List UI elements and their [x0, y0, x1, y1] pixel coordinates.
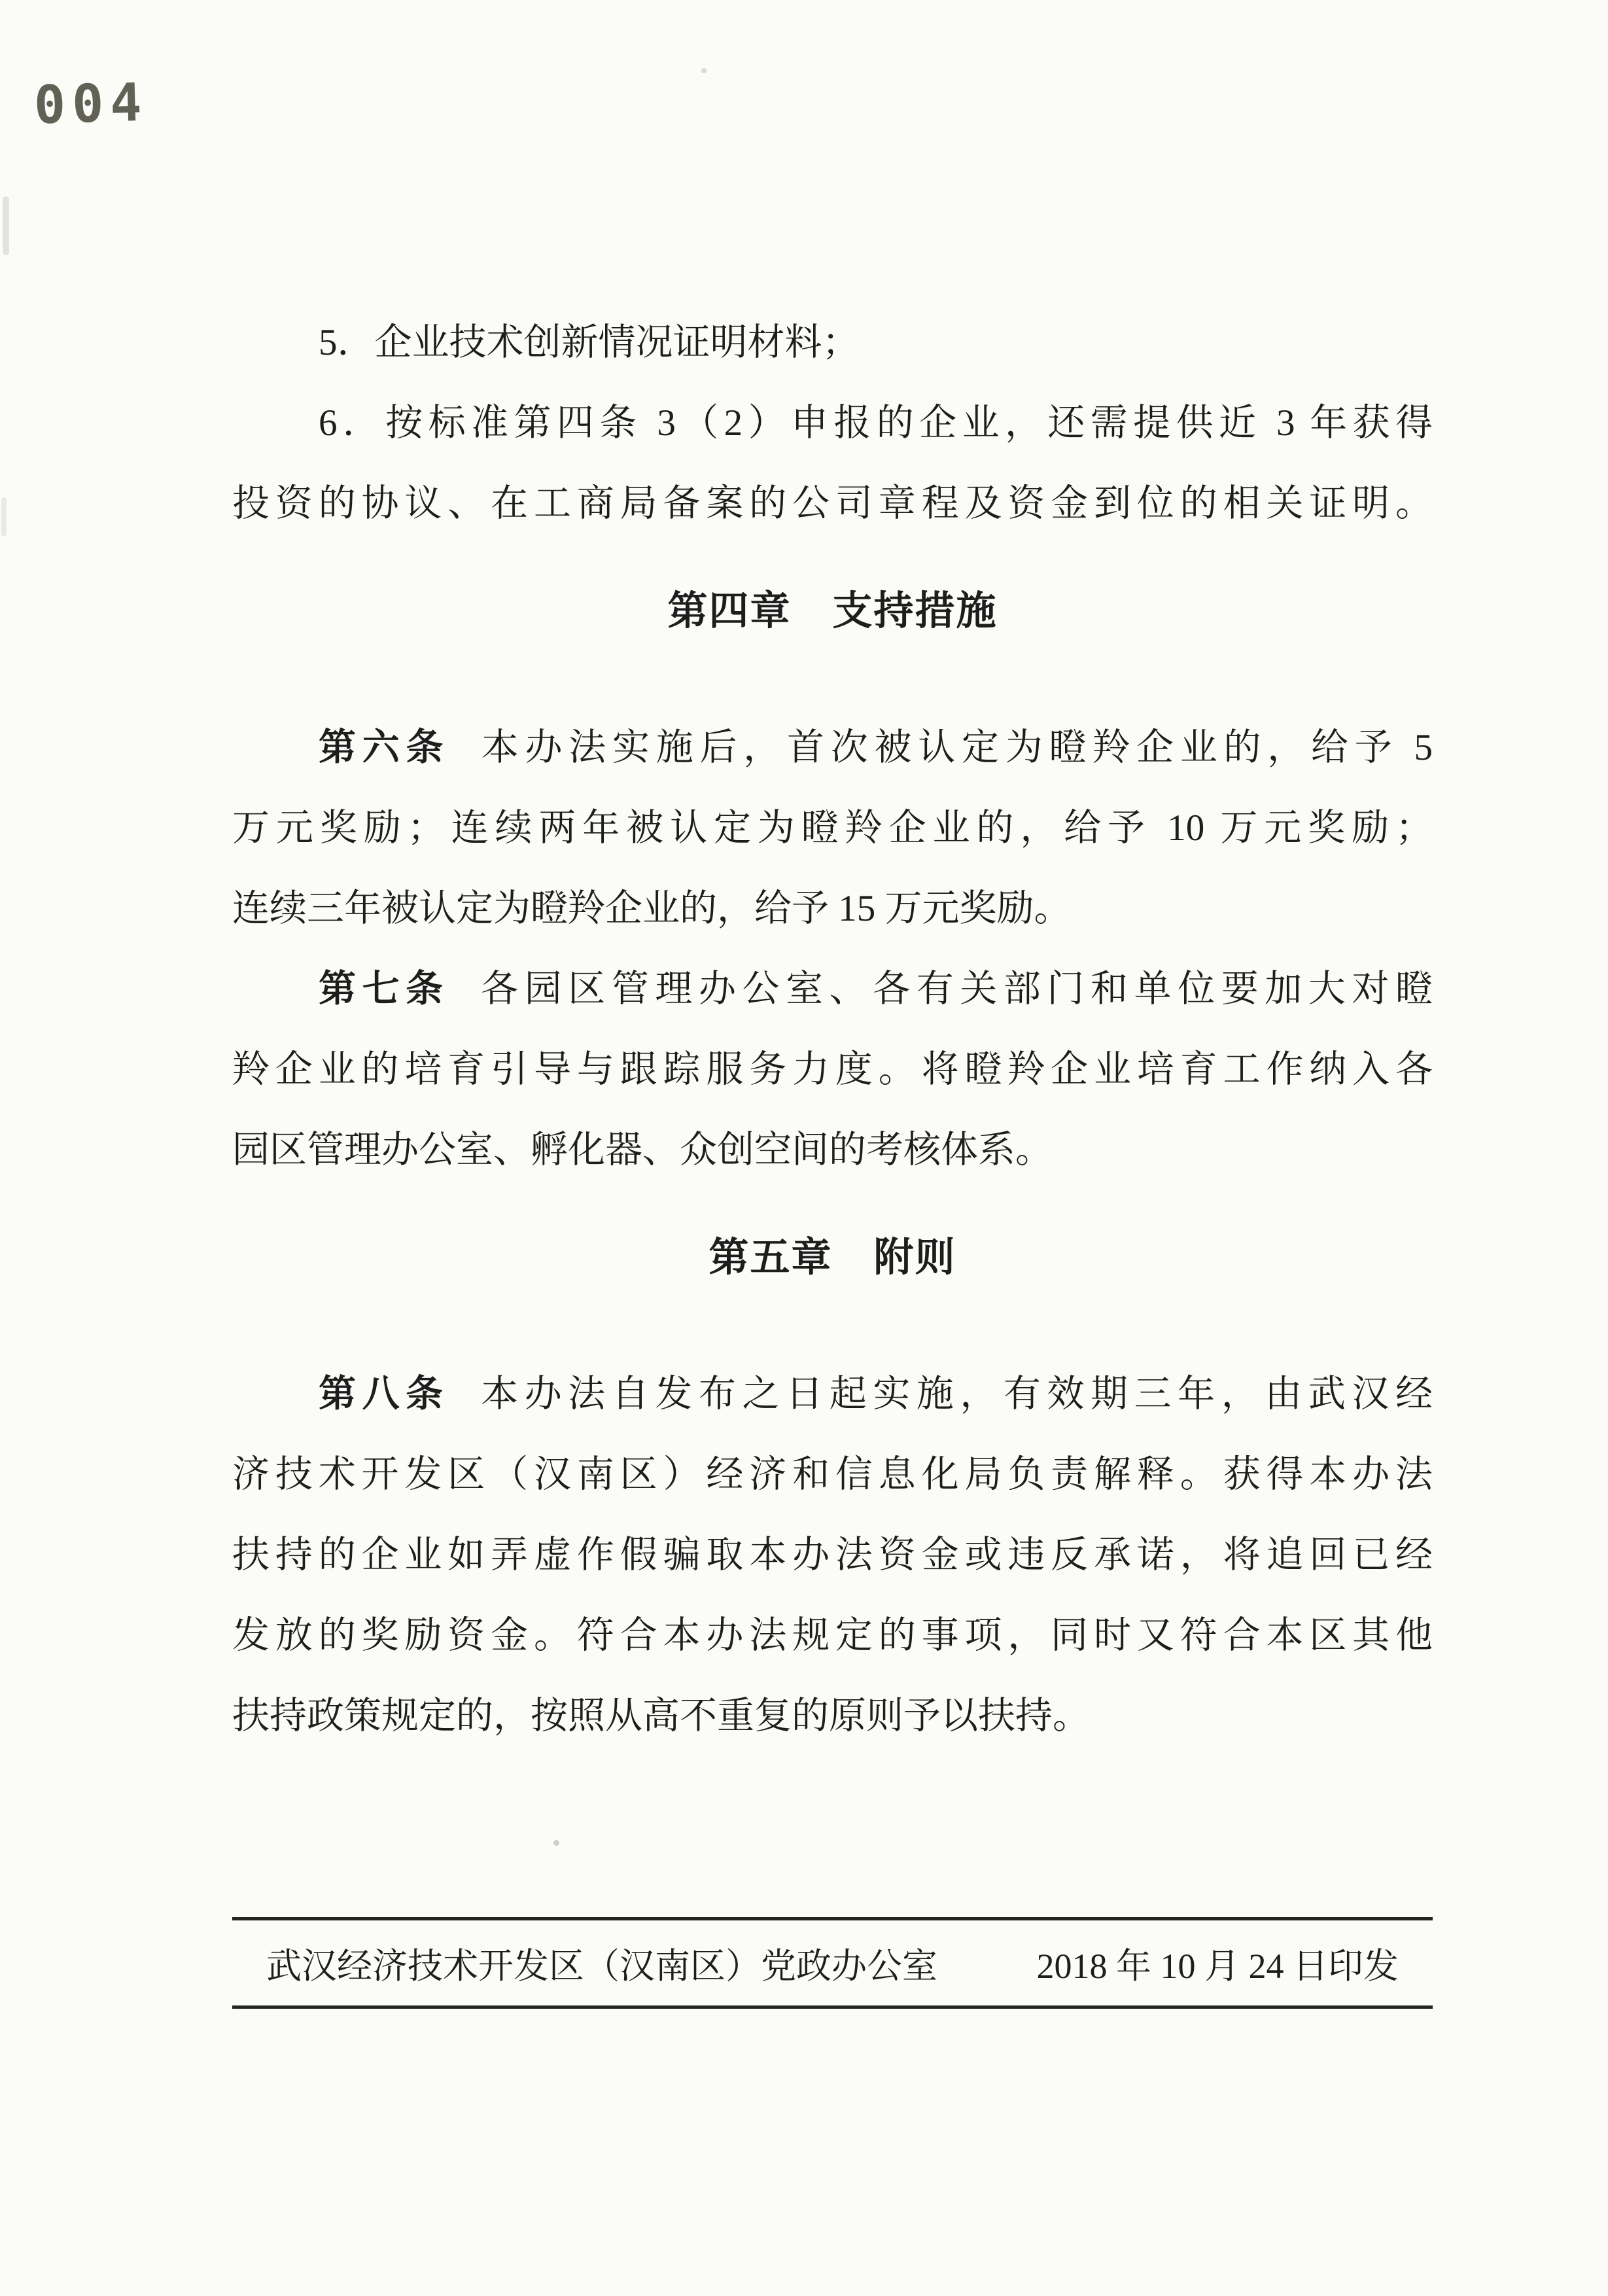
article-6-line-1-text: 本办法实施后，首次被认定为瞪羚企业的，给予 5 — [481, 727, 1433, 768]
article-8-line-3: 扶持的企业如弄虚作假骗取本办法资金或违反承诺，将追回已经 — [232, 1534, 1433, 1576]
article-7-line-3: 园区管理办公室、孵化器、众创空间的考核体系。 — [232, 1129, 1053, 1171]
article-6-line-1 — [232, 707, 1433, 788]
list-item-6-line-1: 6．按标准第四条 3（2）申报的企业，还需提供近 3 年获得 — [319, 402, 1433, 444]
chapter-5-heading: 第五章 附则 — [708, 1235, 956, 1279]
footer-issuer: 武汉经济技术开发区（汉南区）党政办公室 — [266, 1946, 937, 1986]
scan-artifact — [701, 68, 707, 73]
article-6-line-3: 连续三年被认定为瞪羚企业的，给予 15 万元奖励。 — [232, 888, 1072, 929]
article-6-number: 第六条 — [319, 726, 450, 768]
chapter-4-heading: 第四章 支持措施 — [667, 588, 998, 633]
footer-print-date: 2018 年 10 月 24 日印发 — [1036, 1946, 1399, 1986]
article-8-line-1 — [232, 1354, 1433, 1434]
article-8-number: 第八条 — [319, 1373, 449, 1415]
scan-artifact — [1, 497, 7, 537]
article-7-number: 第七条 — [319, 968, 449, 1010]
list-item-5: 5．企业技术创新情况证明材料； — [319, 322, 860, 363]
scan-artifact — [3, 196, 9, 255]
article-6-line-2: 万元奖励；连续两年被认定为瞪羚企业的，给予 10 万元奖励； — [232, 807, 1433, 849]
article-8-line-1-text: 本办法自发布之日起实施，有效期三年，由武汉经 — [481, 1373, 1433, 1415]
article-7-line-2: 羚企业的培育引导与跟踪服务力度。将瞪羚企业培育工作纳入各 — [232, 1049, 1433, 1090]
article-8-line-4: 发放的奖励资金。符合本办法规定的事项，同时又符合本区其他 — [232, 1615, 1433, 1656]
document-body — [232, 302, 1433, 1756]
scan-artifact — [553, 1840, 559, 1846]
article-8-line-2: 济技术开发区（汉南区）经济和信息化局负责解释。获得本办法 — [232, 1454, 1433, 1495]
page-number-stamp: 004 — [33, 71, 149, 136]
list-item-6-line-2: 投资的协议、在工商局备案的公司章程及资金到位的相关证明。 — [232, 483, 1433, 524]
article-7-line-1-text: 各园区管理办公室、各有关部门和单位要加大对瞪 — [481, 968, 1433, 1010]
article-8-line-5: 扶持政策规定的，按照从高不重复的原则予以扶持。 — [232, 1695, 1090, 1737]
footer-colophon — [232, 1917, 1433, 2009]
article-7-line-1 — [232, 949, 1433, 1029]
